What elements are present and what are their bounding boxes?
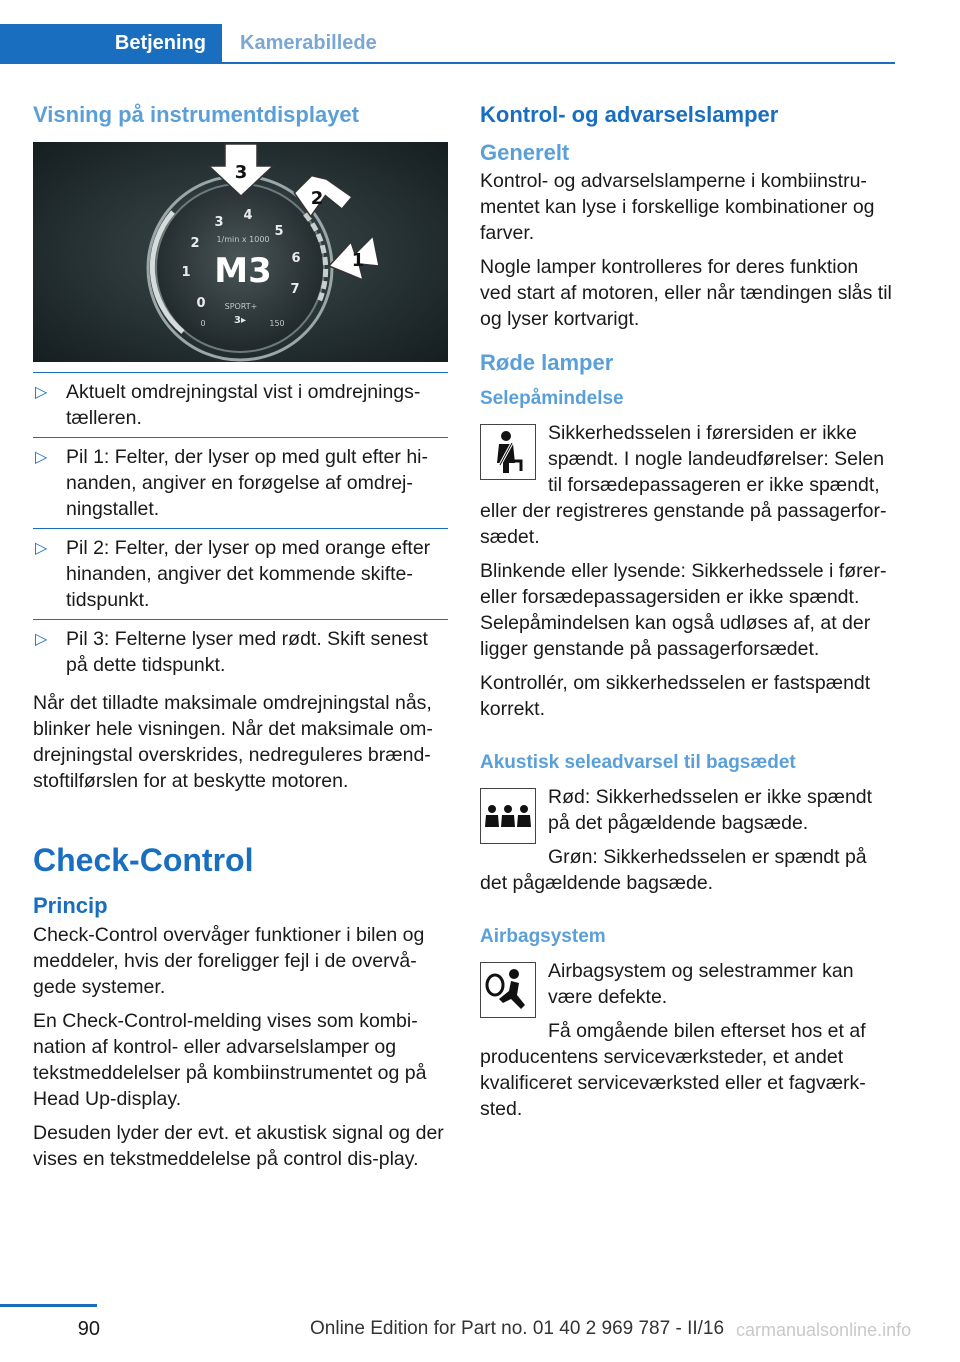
red-lamps-title: Røde lamper xyxy=(480,350,614,375)
tab-betjening[interactable]: Betjening xyxy=(0,24,222,62)
lamps-heading: Kontrol- og advarselslamper xyxy=(480,102,779,127)
general-title: Generelt xyxy=(480,140,570,165)
svg-text:3: 3 xyxy=(234,162,248,183)
right-column xyxy=(480,100,895,1130)
rpm-label: 1/min x 1000 xyxy=(216,235,270,244)
speed-start: 0 xyxy=(200,319,206,328)
belt-paragraph-3: Kontrollér, om sikkerhedsselen er fastspændt korrekt. xyxy=(480,672,871,720)
tick-label-4: 4 xyxy=(243,208,253,223)
general-paragraph-2: Nogle lamper kontrolleres for deres funktion ved start af motoren, eller når tændingen slås til og lyser kortvarigt. xyxy=(480,256,892,330)
rev-counter-image xyxy=(33,142,448,362)
airbag-paragraph-1: Airbagsystem og selestrammer kan være defekte. xyxy=(548,960,854,1008)
list-item: ▷ Pil 1: Felter, der lyser op med gult efter hi-nanden, angiver en forøgelse af omdrej-ningstallet. xyxy=(33,437,448,528)
tick-label-6: 6 xyxy=(291,251,301,266)
svg-text:1: 1 xyxy=(351,250,365,271)
edition-text: Online Edition for Part no. 01 40 2 969 787 - II/16 xyxy=(310,1318,725,1339)
rear-paragraph-2: Grøn: Sikkerhedsselen er spændt på det pågældende bagsæde. xyxy=(480,846,867,894)
general-paragraph-1: Kontrol- og advarselslamperne i kombiinstru-mentet kan lyse i forskellige kombinationer og farver. xyxy=(480,170,875,244)
airbag-icon xyxy=(480,962,536,1018)
belt-reminder-title: Selepåmindelse xyxy=(480,388,624,409)
footer-rule xyxy=(0,1304,97,1307)
bullet-list xyxy=(33,372,448,684)
rear-seats-icon xyxy=(480,788,536,844)
watermark: carmanualsonline.info xyxy=(736,1320,912,1340)
tick-label-5: 5 xyxy=(274,224,284,239)
rear-warning-title: Akustisk seleadvarsel til bagsædet xyxy=(480,752,796,773)
display-heading: Visning på instrumentdisplayet xyxy=(33,102,359,127)
triangle-bullet-icon: ▷ xyxy=(35,631,48,648)
speed-end: 150 xyxy=(269,319,285,328)
belt-paragraph-2: Blinkende eller lysende: Sikkerhedssele i fører-eller forsædepassagersiden er ikke spændt. Selepåmindelsen kan også udløses af, at der ligger genstande på passagerforsædet. xyxy=(480,560,887,660)
rear-paragraph-1: Rød: Sikkerhedsselen er ikke spændt på det pågældende bagsæde. xyxy=(548,786,873,834)
mode-label: SPORT+ xyxy=(224,302,258,311)
triangle-bullet-icon: ▷ xyxy=(35,449,48,466)
list-item: ▷ Aktuelt omdrejningstal vist i omdrejnings-tælleren. xyxy=(33,372,448,437)
page-number: 90 xyxy=(77,1318,100,1340)
seatbelt-icon xyxy=(480,424,536,480)
belt-reminder-block xyxy=(480,420,895,550)
airbag-title: Airbagsystem xyxy=(480,926,606,947)
principle-paragraph-2: En Check-Control-melding vises som kombi-nation af kontrol- eller advarselslamper og tekstmeddelelser på kombiinstrumentet og på Head Up-display. xyxy=(33,1010,427,1110)
airbag-paragraph-2: Få omgående bilen efterset hos et af producentens serviceværksteder, et andet kvalificeret serviceværksted eller et fagværk-sted. xyxy=(480,1020,866,1120)
left-column xyxy=(33,100,448,1180)
list-item: ▷ Pil 3: Felterne lyser med rødt. Skift senest på dette tidspunkt. xyxy=(33,619,448,684)
tick-label-7: 7 xyxy=(290,282,300,297)
tab-kamerabillede[interactable]: Kamerabillede xyxy=(240,32,377,54)
belt-paragraph-1: Sikkerhedsselen i førersiden er ikke spændt. I nogle landeudførelser: Selen til forsædepassageren er ikke spændt, eller der registreres genstande på passagerfor-sædet. xyxy=(480,422,887,548)
tick-label-3: 3 xyxy=(214,215,224,230)
triangle-bullet-icon: ▷ xyxy=(35,540,48,557)
gear-small: 3▸ xyxy=(234,315,246,326)
triangle-bullet-icon: ▷ xyxy=(35,384,48,401)
rear-warning-block xyxy=(480,784,895,896)
check-control-title: Check-Control xyxy=(33,842,254,878)
principle-title: Princip xyxy=(33,893,108,918)
tick-label-2: 2 xyxy=(190,236,200,251)
rpm-paragraph: Når det tilladte maksimale omdrejningstal nås, blinker hele visningen. Når det maksimale om-drejningstal overskrides, nedreguleres brænd-stoftilførslen for at beskytte motoren. xyxy=(33,692,433,792)
svg-text:2: 2 xyxy=(310,188,324,209)
principle-paragraph-1: Check-Control overvåger funktioner i bilen og meddeler, hvis der foreligger fejl i de overvå-gede systemer. xyxy=(33,924,425,998)
principle-paragraph-3: Desuden lyder der evt. et akustisk signal og der vises en tekstmeddelelse på control dis-play. xyxy=(33,1122,444,1170)
list-item: ▷ Pil 2: Felter, der lyser op med orange efter hinanden, angiver det kommende skifte-tidspunkt. xyxy=(33,528,448,619)
airbag-block xyxy=(480,958,895,1122)
gear-display: M3 xyxy=(214,251,272,291)
tick-label-1: 1 xyxy=(181,265,191,280)
page-header xyxy=(0,24,895,64)
tick-label-0: 0 xyxy=(196,296,206,311)
